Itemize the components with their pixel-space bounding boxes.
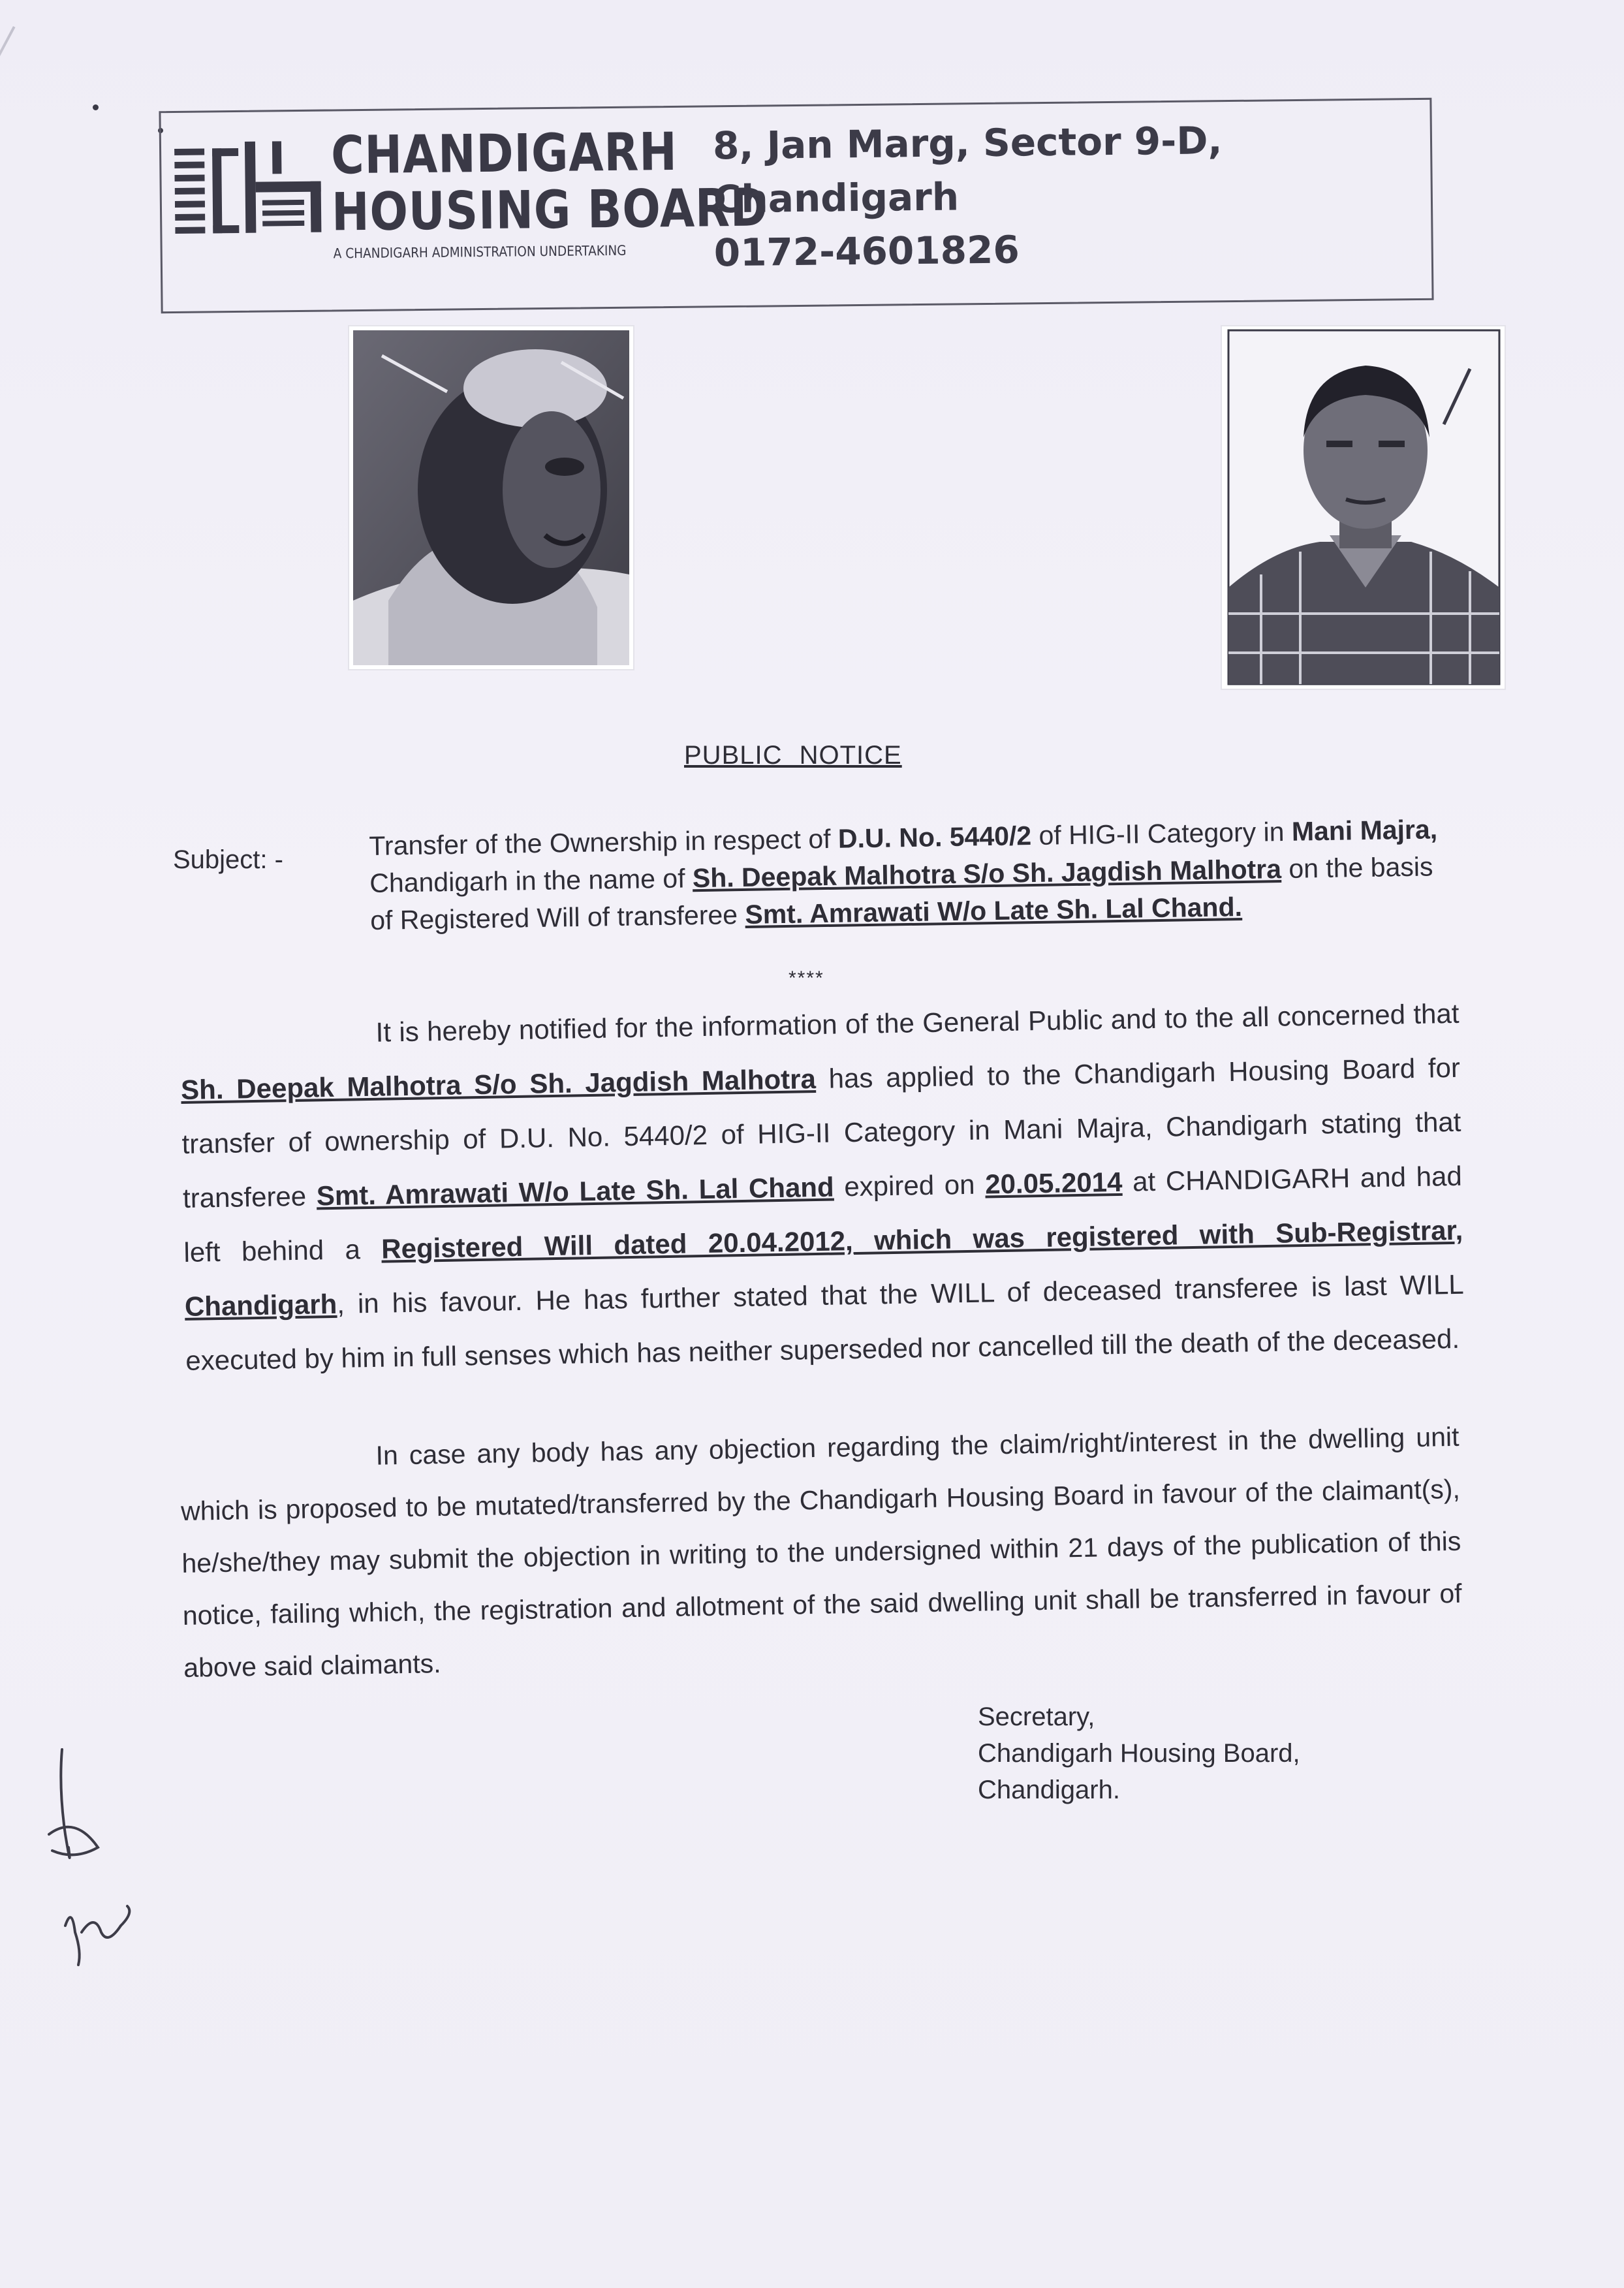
subject-text-part: Chandigarh in the name of: [369, 863, 693, 898]
handwritten-initials: [36, 1736, 140, 1971]
letterhead-box: [159, 98, 1433, 313]
subject-text-part: of HIG-II Category in: [1031, 816, 1292, 851]
will-details: Registered Will dated 20.04.2012, which was registered with Sub-Registrar, Chandigarh: [184, 1214, 1463, 1322]
date-of-death: 20.05.2014: [984, 1166, 1123, 1200]
org-tagline: A CHANDIGARH ADMINISTRATION UNDERTAKING: [333, 242, 627, 262]
paragraph-text: expired on: [834, 1168, 986, 1202]
photo-transferee: [349, 326, 633, 669]
address-line1: 8, Jan Marg, Sector 9-D,: [712, 118, 1223, 168]
ink-speck: [93, 104, 99, 110]
signatory-title: Secretary,: [978, 1702, 1095, 1731]
signatory-city: Chandigarh.: [978, 1776, 1120, 1804]
photo-applicant: [1222, 326, 1505, 689]
notice-paragraph-1: [180, 986, 1465, 1388]
subject-transferee-name: Smt. Amrawati W/o Late Sh. Lal Chand.: [745, 892, 1243, 930]
notice-heading: PUBLIC NOTICE: [684, 741, 902, 770]
org-name-line1: CHANDIGARH: [330, 121, 678, 186]
transferee-name: Smt. Amrawati W/o Late Sh. Lal Chand: [316, 1171, 835, 1212]
org-name-line2: HOUSING BOARD: [331, 177, 769, 243]
chb-logo-icon: [174, 141, 322, 240]
paragraph-text: at CHANDIGARH and had left behind a: [183, 1160, 1463, 1268]
signatory-block: [978, 1699, 1300, 1808]
subject-locality: Mani Majra,: [1291, 814, 1438, 847]
org-address: [713, 114, 1224, 279]
applicant-name: Sh. Deepak Malhotra S/o Sh. Jagdish Malhotra: [180, 1063, 817, 1105]
section-separator: ****: [789, 967, 824, 989]
portrait-image: [349, 326, 633, 669]
signatory-organization: Chandigarh Housing Board,: [978, 1739, 1300, 1768]
subject-text-part: Transfer of the Ownership in respect of: [369, 823, 839, 861]
subject-du-number: D.U. No. 5440/2: [837, 821, 1032, 854]
phone-number: 0172-4601826: [713, 227, 1020, 275]
address-line2: Chandigarh: [713, 174, 960, 222]
paragraph-text: , in his favour. He has further stated that the WILL of deceased transferee is last WILL executed by him in full senses which has neither superseded nor cancelled till the death of the deceased.: [185, 1268, 1465, 1376]
subject-text-part: on the basis of Registered Will of transferee: [369, 851, 1433, 935]
subject-label: Subject: -: [173, 845, 283, 874]
paragraph-text: In case any body has any objection regarding the claim/right/interest in the dwelling unit which is proposed to be mutated/transferred by the Chandigarh Housing Board in favour of the claimant(s), he/she/they may submit the objection in writing to the undersigned within 21 days of the publication of this notice, failing which, the registration and allotment of the said dwelling unit shall be transferred in favour of above said claimants.: [180, 1421, 1462, 1683]
notice-paragraph-2: [180, 1411, 1463, 1694]
paragraph-text: It is hereby notified for the information of the General Public and to the all concerned that: [375, 997, 1460, 1048]
subject-text: [369, 811, 1457, 939]
paragraph-text: has applied to the Chandigarh Housing Board for transfer of ownership of D.U. No. 5440/2 of HIG-II Category in Mani Majra, Chandigarh stating that transferee: [181, 1052, 1461, 1214]
subject-applicant-name: Sh. Deepak Malhotra S/o Sh. Jagdish Malhotra: [692, 854, 1282, 894]
portrait-image: [1222, 326, 1505, 689]
